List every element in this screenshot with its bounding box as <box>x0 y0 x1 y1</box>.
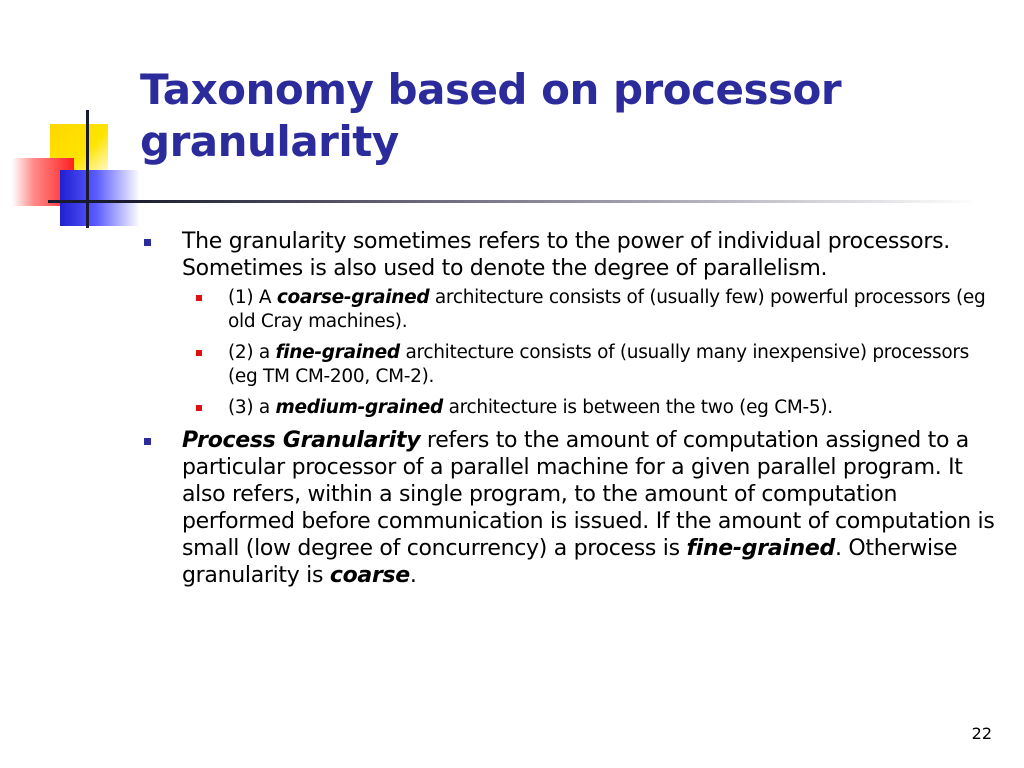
sub-bullet-prefix: (3) a <box>228 397 276 418</box>
bullet-text-b: . Otherwise granularity is <box>182 536 958 588</box>
sub-bullet-medium-grained <box>140 396 1000 420</box>
bullet-term-fine-grained: fine-grained <box>686 536 835 561</box>
square-bullet-icon <box>144 239 151 246</box>
sub-bullet-rest: architecture consists of (usually many inexpensive) processors (eg TM CM-200, CM-2). <box>228 342 970 387</box>
page-number: 22 <box>971 724 992 743</box>
sub-bullet-rest: architecture consists of (usually few) powerful processors (eg old Cray machines). <box>228 287 986 332</box>
vertical-line-decoration <box>86 110 89 228</box>
corner-decoration <box>0 0 140 240</box>
sub-bullet-term: coarse-grained <box>276 287 430 308</box>
slide-body <box>140 228 1000 593</box>
sub-bullet-rest: architecture is between the two (eg CM-5). <box>443 397 833 418</box>
square-bullet-icon <box>196 405 202 411</box>
bullet-term-coarse: coarse <box>329 563 410 588</box>
sub-bullet-list <box>140 286 1000 420</box>
bullet-text-a: refers to the amount of computation assigned to a particular processor of a parallel machine for a given parallel program. It also refers, within a single program, to the amount of computation performed before communication is issued. If the amount of computation is small (low degree of concurrency) a process is <box>182 428 995 561</box>
bullet-process-granularity <box>140 427 1000 589</box>
horizontal-line-decoration <box>48 200 130 203</box>
square-bullet-icon <box>144 438 151 445</box>
sub-bullet-prefix: (2) a <box>228 342 276 363</box>
square-bullet-icon <box>196 295 202 301</box>
bullet-text: The granularity sometimes refers to the power of individual processors. Sometimes is also used to denote the degree of parallelism. <box>182 229 950 281</box>
title-underline <box>120 200 980 203</box>
square-bullet-icon <box>196 350 202 356</box>
blue-square-decoration <box>60 170 140 226</box>
sub-bullet-coarse-grained <box>140 286 1000 334</box>
sub-bullet-fine-grained <box>140 341 1000 389</box>
bullet-term: Process Granularity <box>182 428 421 453</box>
sub-bullet-prefix: (1) A <box>228 287 277 308</box>
sub-bullet-term: fine-grained <box>275 342 400 363</box>
bullet-granularity-definition <box>140 228 1000 282</box>
bullet-text-c: . <box>409 563 417 588</box>
slide-title: Taxonomy based on processor granularity <box>140 65 842 166</box>
sub-bullet-term: medium-grained <box>275 397 444 418</box>
